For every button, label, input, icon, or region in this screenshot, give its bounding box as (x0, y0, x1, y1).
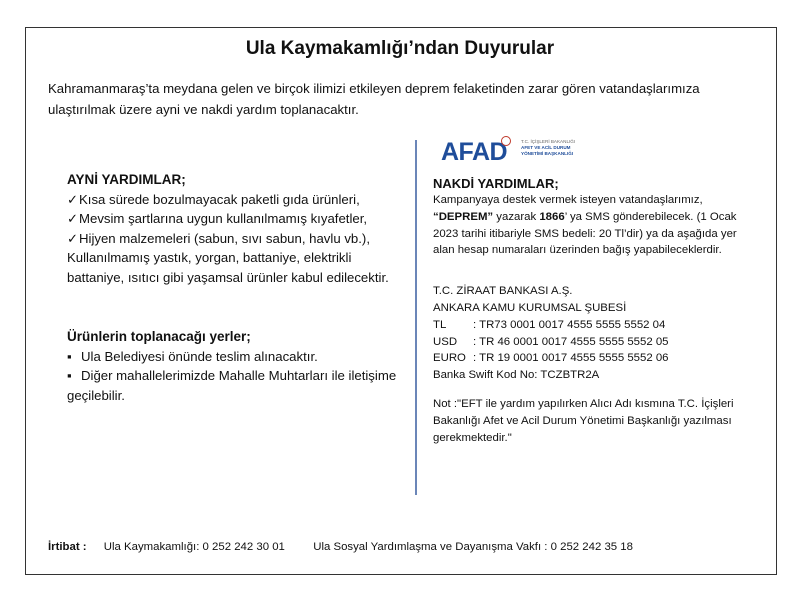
swift-code: Banka Swift Kod No: TCZBTR2A (433, 369, 600, 382)
bullet-icon: ▪ (67, 348, 72, 364)
nakdi-paragraph: Kampanyaya destek vermek isteyen vatandaşlarımız, “DEPREM” yazarak 1866’ ya SMS gönderebilecek. (1 Ocak 2023 tarihi itibariyle SMS bedeli: 20 Tl’dir) ya da aşağıda yer alan hesap numaraları üzerinden bağış yapabileceklerdir. (433, 194, 737, 257)
checkmark-icon: ✓ (67, 191, 79, 207)
afad-logo (441, 136, 591, 168)
afad-logo-subtitle: T.C. İÇİŞLERİ BAKANLIĞI AFET VE ACİL DURUM YÖNETİMİ BAŞKANLIĞI (521, 139, 576, 156)
ayni-item (67, 190, 407, 210)
ayni-extra: Kullanılmamış yastık, yorgan, battaniye, elektrikli battaniye, ısıtıcı gibi yaşamsal ürünler kabul edilecektir. (67, 250, 389, 285)
account-row: EURO : TR 19 0001 0017 4555 5555 5552 06 (433, 352, 669, 365)
places-item-text: Diğer mahallelerimizde Mahalle Muhtarları ile iletişime geçilebilir. (67, 368, 397, 403)
contact-vakif: Ula Sosyal Yardımlaşma ve Dayanışma Vakfı : 0 252 242 35 18 (313, 541, 633, 553)
eft-note: Not :"EFT ile yardım yapılırken Alıcı Adı kısmına T.C. İçişleri Bakanlığı Afet ve Acil Durum Yönetimi Başkanlığı yazılması gerekmektedir." (433, 397, 734, 444)
places-heading: Ürünlerin toplanacağı yerler; (67, 329, 251, 344)
account-row: TL : TR73 0001 0017 4555 5555 5552 04 (433, 318, 666, 331)
ayni-item (67, 229, 407, 249)
page-title: Ula Kaymakamlığı’ndan Duyurular (245, 38, 555, 59)
contact-footer (48, 541, 633, 553)
places-item (67, 366, 407, 405)
ayni-item-text: Kısa sürede bozulmayacak paketli gıda ürünleri, (79, 191, 360, 207)
left-column (67, 170, 407, 405)
contact-label: İrtibat : (48, 541, 87, 553)
account-row: USD : TR 46 0001 0017 4555 5555 5552 05 (433, 335, 669, 348)
places-item-text: Ula Belediyesi önünde teslim alınacaktır. (81, 348, 318, 364)
intro-text: Kahramanmaraş’ta meydana gelen ve birçok ilimizi etkileyen deprem felaketinden zarar gören vatandaşlarımıza ulaştırılmak üzere ayni ve nakdi yardım toplanacaktır. (48, 81, 700, 117)
nakdi-heading: NAKDİ YARDIMLAR; (433, 176, 559, 191)
column-divider (415, 140, 417, 495)
afad-logo-text: AFAD (441, 138, 508, 166)
bullet-icon: ▪ (67, 368, 72, 383)
checkmark-icon: ✓ (67, 211, 79, 226)
bank-branch: ANKARA KAMU KURUMSAL ŞUBESİ (433, 301, 627, 314)
contact-kaymakamlik: Ula Kaymakamlığı: 0 252 242 30 01 (103, 541, 285, 553)
ayni-heading: AYNİ YARDIMLAR; (67, 172, 186, 187)
ayni-item-text: Mevsim şartlarına uygun kullanılmamış kıyafetler, (79, 211, 368, 226)
bank-name: T.C. ZİRAAT BANKASI A.Ş. (433, 285, 573, 298)
seal-icon (501, 136, 511, 146)
ayni-item-text: Hijyen malzemeleri (sabun, sıvı sabun, havlu vb.), (79, 230, 370, 246)
ayni-item (67, 209, 407, 229)
checkmark-icon: ✓ (67, 230, 79, 246)
places-item (67, 347, 407, 367)
right-column (433, 175, 758, 446)
